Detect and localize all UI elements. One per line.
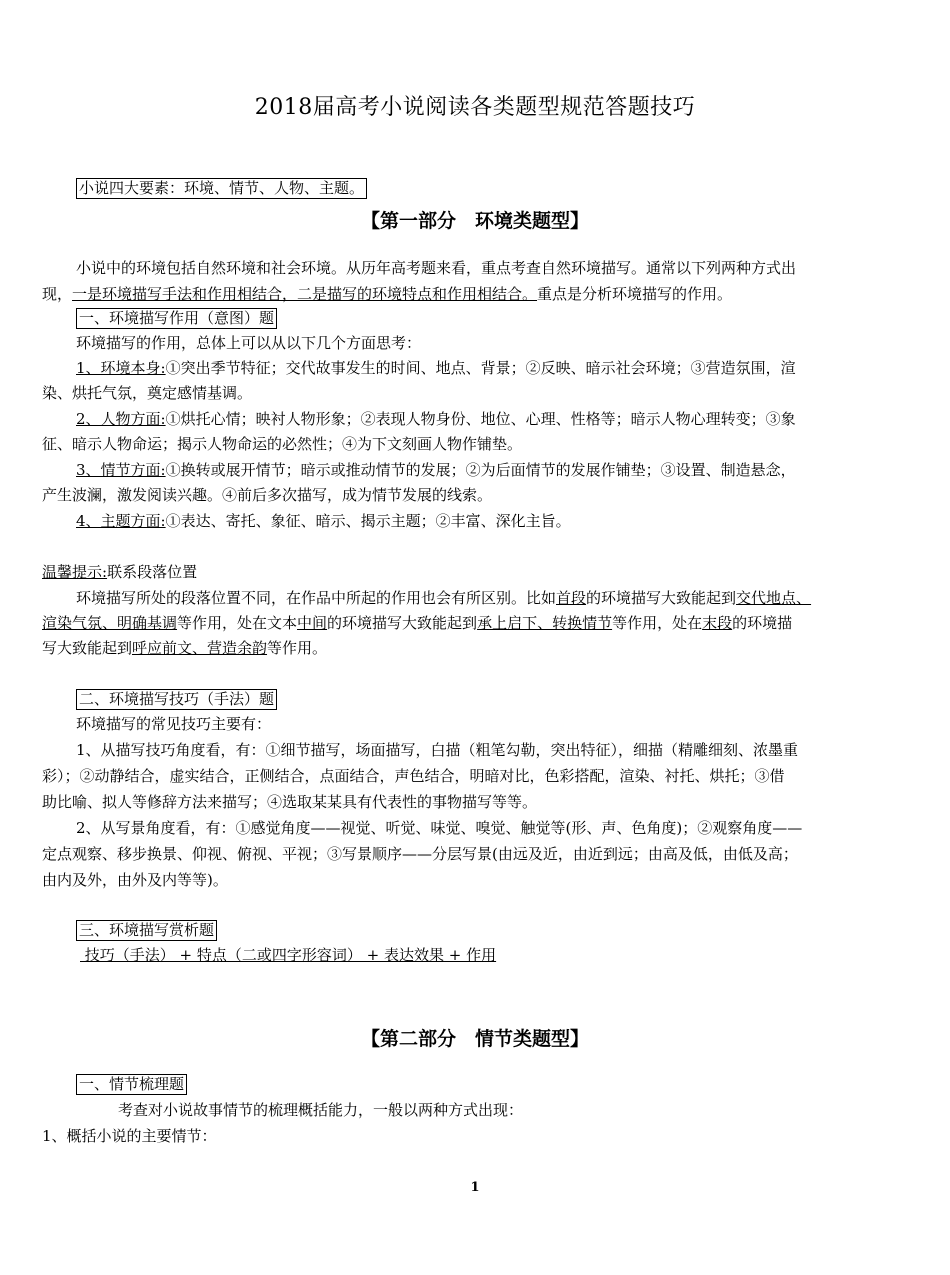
env-point4-line1	[0, 511, 950, 531]
technique-point1-line1: 1、从描写技巧角度看，有：①细节描写，场面描写，白描（粗笔勾勒，突出特征），细描（精雕细刻、浓墨重	[76, 741, 799, 759]
tip-text: 联系段落位置	[107, 563, 198, 581]
appreciation-formula: 技巧（手法） + 特点（二或四字形容词） + 表达效果 + 作用	[80, 946, 497, 964]
technique-point2-line3: 由内及外，由外及内等等)。	[42, 871, 228, 889]
section1-lead: 环境描写的作用，总体上可以从以下几个方面思考：	[76, 334, 422, 352]
tip-last-effect: 呼应前文、营造余韵	[132, 639, 268, 657]
tip-first-effect-cont: 渲染气氛、明确基调	[42, 614, 178, 632]
section-box-environment-appreciation: 三、环境描写赏析题	[76, 920, 217, 941]
intro-prefix: 现，	[42, 285, 73, 303]
tip-text-segment: 的环境描	[732, 614, 793, 632]
novel-elements-line	[0, 178, 950, 198]
tip-first-effect: 交代地点、	[736, 589, 812, 607]
env-point3-line1	[0, 460, 950, 480]
technique-point1-line2: 彩）；②动静结合，虚实结合，正侧结合，点面结合，声色结合，明暗对比，色彩搭配，渲染、衬托、烘托；③借	[42, 767, 785, 785]
part1-intro-line1: 小说中的环境包括自然环境和社会环境。从历年高考题来看，重点考查自然环境描写。通常以下列两种方式出	[76, 259, 797, 277]
section2-box-line	[0, 689, 950, 709]
env-point2-text: ①烘托心情；映衬人物形象；②表现人物身份、地位、心理、性格等；暗示人物心理转变；③象	[165, 410, 796, 428]
plot-summary-item1: 1、概括小说的主要情节：	[42, 1127, 217, 1145]
section-box-environment-technique: 二、环境描写技巧（手法）题	[76, 689, 277, 710]
env-point2-line1	[0, 409, 950, 429]
technique-point1-line3: 助比喻、拟人等修辞方法来描写；④选取某某具有代表性的事物描写等等。	[42, 793, 538, 811]
tip-label: 温馨提示:	[42, 563, 108, 581]
tip-text-segment: 等作用，处在文本	[177, 614, 298, 632]
env-point3-label: 3、情节方面:	[76, 461, 166, 479]
part2-section1-box-line	[0, 1074, 950, 1094]
section3-box-line	[0, 920, 950, 940]
env-point3-text: ①换转或展开情节；暗示或推动情节的发展；②为后面情节的发展作铺垫；③设置、制造悬念，	[165, 461, 796, 479]
document-title: 2018届高考小说阅读各类题型规范答题技巧	[254, 95, 696, 120]
intro-underlined-combination: 一是环境描写手法和作用相结合，二是描写的环境特点和作用相结合。	[72, 285, 538, 303]
tip-para-line2	[0, 613, 950, 633]
technique-point2-line2: 定点观察、移步换景、仰视、俯视、平视；③写景顺序——分层写景(由远及近，由近到远；由高及低，由低及高；	[42, 845, 798, 863]
env-point2-line2: 征、暗示人物命运；揭示人物命运的必然性；④为下文刻画人物作铺垫。	[42, 435, 523, 453]
page-number: 1	[470, 1180, 480, 1195]
intro-suffix: 重点是分析环境描写的作用。	[537, 285, 733, 303]
plot-summary-lead: 考查对小说故事情节的梳理概括能力，一般以两种方式出现：	[118, 1101, 524, 1119]
tip-text-segment: 的环境描写大致能起到	[327, 614, 478, 632]
part1-heading: 【第一部分 环境类题型】	[360, 210, 589, 232]
tip-text-segment: 等作用，处在	[612, 614, 703, 632]
part1-intro-line2	[0, 284, 950, 304]
env-point4-label: 4、主题方面:	[76, 512, 166, 530]
tip-para-line3	[0, 638, 950, 658]
env-point1-label: 1、环境本身:	[76, 359, 166, 377]
tip-text-segment: 写大致能起到	[42, 639, 133, 657]
env-point1-line1	[0, 358, 950, 378]
tip-text-segment: 等作用。	[267, 639, 328, 657]
tip-first-paragraph: 首段	[556, 589, 587, 607]
tip-middle-paragraph: 中间	[297, 614, 328, 632]
env-point4-text: ①表达、寄托、象征、暗示、揭示主题；②丰富、深化主旨。	[165, 512, 571, 530]
tip-last-paragraph: 末段	[702, 614, 733, 632]
tip-para-line1	[0, 588, 950, 608]
env-point3-line2: 产生波澜，激发阅读兴趣。④前后多次描写，成为情节发展的线索。	[42, 486, 493, 504]
tip-text-segment: 的环境描写大致能起到	[586, 589, 737, 607]
env-point1-line2: 染、烘托气氛，奠定感情基调。	[42, 384, 253, 402]
part2-heading: 【第二部分 情节类题型】	[360, 1028, 589, 1050]
section1-box-line	[0, 308, 950, 328]
novel-elements-box: 小说四大要素：环境、情节、人物、主题。	[76, 178, 367, 199]
tip-heading-line	[0, 562, 950, 582]
tip-text-segment: 环境描写所处的段落位置不同，在作品中所起的作用也会有所区别。比如	[76, 589, 557, 607]
section-box-plot-summary: 一、情节梳理题	[76, 1074, 187, 1095]
section2-lead: 环境描写的常见技巧主要有：	[76, 715, 272, 733]
tip-middle-effect: 承上启下、转换情节	[477, 614, 613, 632]
env-point2-label: 2、人物方面:	[76, 410, 166, 428]
appreciation-formula-line	[0, 945, 950, 965]
env-point1-text: ①突出季节特征；交代故事发生的时间、地点、背景；②反映、暗示社会环境；③营造氛围，渲	[165, 359, 796, 377]
technique-point2-line1: 2、从写景角度看，有：①感觉角度——视觉、听觉、味觉、嗅觉、触觉等(形、声、色角度)；②观察角度——	[76, 819, 803, 837]
section-box-environment-function: 一、环境描写作用（意图）题	[76, 308, 277, 329]
